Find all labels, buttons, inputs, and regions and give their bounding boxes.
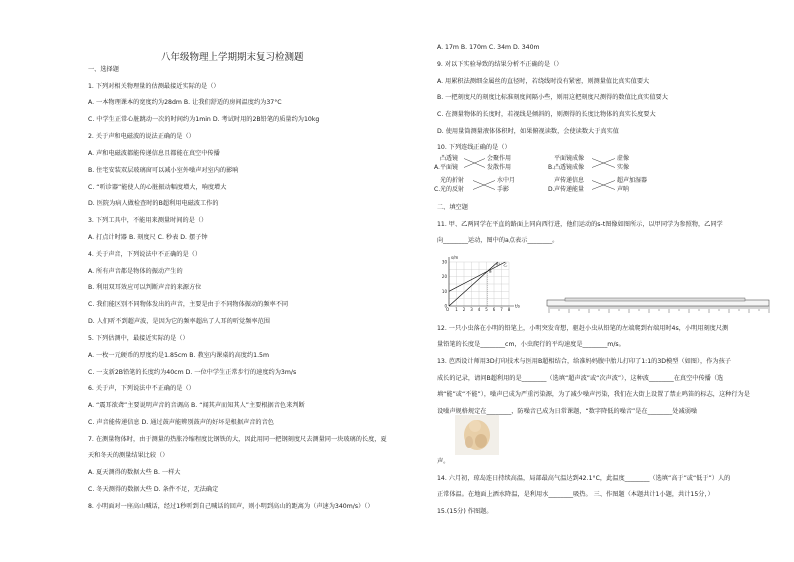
option-line: A. 用累积法测细金属丝的直径时，若绕线时没有紧密，则测量值比真实值要大 (437, 78, 650, 85)
question-line: 7. 在测量物体时，由于测量的热胀冷缩程度比钢铁的大，因此用同一把钢刻度尺去测量同一块玻璃的长度，夏 (88, 436, 387, 443)
fetus-model-photo (455, 415, 499, 455)
y-tick-label: 10 (441, 288, 447, 294)
option-line: C. “听诊器”能使人的心脏振动幅度增大，响度增大 (88, 184, 227, 191)
option-line: A. 声和电磁波都能传递信息且都能在真空中传播 (88, 150, 220, 157)
option-line: A. 一枚一元硬币的厚度约是1.85cm B. 教室内课桌的高度约1.5m (88, 352, 270, 359)
y-tick-label: 0 (444, 303, 447, 309)
match-b-right-2: 实像 (617, 164, 630, 171)
origin-label: O (446, 307, 450, 312)
match-b-left-1: 平面镜成像 (554, 155, 585, 162)
x-tick-label: 7 (500, 307, 503, 312)
match-a-right-1: 会聚作用 (487, 155, 512, 162)
match-c-right-2: 手影 (497, 186, 510, 193)
match-b-tag: B. (548, 164, 555, 171)
match-a-right-2: 发散作用 (487, 164, 512, 171)
question-line: 8. 小明面对一座高山喊话，经过1秒听到自己喊话的回声，则小明到高山的距离为（声速为340m/s）（） (88, 503, 374, 510)
x-tick-label: 4 (477, 307, 481, 312)
series-label: 乙 (503, 262, 508, 267)
x-axis-label: t/s (515, 303, 520, 309)
question-line: 天和冬天的测量结果比较（） (88, 452, 169, 459)
question-line: 3. 下列工具中，不能用来测量时间的是（） (88, 217, 208, 224)
option-line: C. 冬天测得的数据大些 D. 条件不足，无法确定 (88, 486, 219, 493)
match-d-left-2: 声传递能量 (554, 186, 585, 193)
option-line: B. 一把刻度尺的刻度比标准刻度间隔小些，则用这把刻度尺测得的数值比真实值要大 (437, 94, 668, 101)
option-line: C. 在测量物体的长度时，若视线是倾斜的，则测得的长度比物体的真实长度要大 (437, 111, 656, 118)
question-line: 15.(15分) 作图题。 (437, 508, 493, 515)
series-label: 甲 (495, 262, 500, 267)
x-tick-label: 6 (492, 307, 496, 312)
x-tick-label: 5 (485, 307, 488, 312)
y-tick-label: 20 (441, 274, 447, 280)
question-line: 1. 下列对相关物理量的估测最接近实际的是（） (88, 83, 220, 90)
ruler-figure (545, 298, 773, 318)
question-line: 11. 甲、乙两同学在平直的路面上同向西行进，他们运动的s-t图像如图所示，以甲同学为参照物，乙同学 (437, 221, 723, 228)
question-line: 成长的记录，请问B超利用的是________（选填“超声波”或“次声波”），这种波________在真空中传播（选 (437, 375, 724, 382)
option-line: B. 利用双耳效应可以判断声音的来源方位 (88, 284, 202, 291)
question-line: 2. 关于声和电磁波的说法正确的是（） (88, 133, 195, 140)
match-d-right-2: 声呐 (617, 186, 630, 193)
option-line: C. 中学生正常心脏跳动一次的时间约为1min D. 考试时用的2B铅笔的质量约为10kg (88, 116, 320, 123)
s-t-chart (437, 254, 520, 316)
option-line: B. 住宅安装双层玻璃窗可以减小室外噪声对室内的影响 (88, 167, 239, 174)
match-b-right-1: 虚像 (617, 155, 630, 162)
question-line: 14. 六月初，琼岛连日持续高温，局部最高气温达到42.1°C，此温度________（选填“高于”或“低于”）人的 (437, 475, 731, 482)
match-d-tag: D. (548, 186, 555, 193)
match-c-left-1: 光的折射 (440, 177, 465, 184)
x-tick-label: 2 (462, 307, 466, 312)
question-line: 4. 关于声音，下列说法中不正确的是（） (88, 251, 202, 258)
page-title: 八年级物理上学期期末复习检测题 (161, 52, 304, 63)
match-a-left-1: 凸透镜 (440, 155, 459, 162)
question-line: 9. 对以下实验导致的结果分析不正确的是（） (437, 61, 563, 68)
section-heading: 二、填空题 (437, 204, 468, 211)
option-line: C. 一支新2B铅笔的长度约为40cm D. 一位中学生正常步行的速度约为3m/s (88, 369, 297, 376)
question-line: 正常体温。在地面上洒水降温，是利用水________吸热。 三、作图题（本题共计1小题，共计15分，） (437, 491, 714, 498)
question-line: 填“能”或“不能”），噪声已成为严重污染源，为了减少噪声污染，我们在大街上设置了禁止鸣笛的标志，这种行为是 (437, 391, 750, 398)
option-line: A. 一本物理课本的宽度约为28dm B. 让我们舒适的房间温度约为37°C (88, 99, 282, 106)
point-label: a (488, 268, 492, 274)
matching-lines (437, 155, 757, 205)
match-d-right-1: 超声加湿器 (617, 177, 648, 184)
option-line: A. 打点计时器 B. 刻度尺 C. 秒表 D. 摆子钟 (88, 234, 208, 241)
matching-figure (434, 155, 757, 205)
option-line: D. 医院为病人做检查时的B超利用电磁波工作的 (88, 200, 219, 207)
option-line: C. 我们能区别不同物体发出的声音，主要是由于不同物体振动的频率不同 (88, 301, 289, 308)
match-a-tag: A. (434, 164, 440, 171)
option-line: D. 使用量筒测量液体体积时，如果俯视读数，会使读数大于真实值 (437, 128, 619, 135)
match-c-tag: C. (434, 186, 441, 193)
question-line: 5. 下列估测中，最接近实际的是（） (88, 335, 189, 342)
question-line: 10. 下列连线正确的是（） (437, 144, 511, 151)
x-tick-label: 8 (507, 307, 511, 312)
question-line: 声。 (437, 458, 450, 465)
option-line: A. “震耳欲聋”主要说明声音的音调高 B. “闻其声而知其人”主要根据音色来判断 (88, 402, 305, 409)
match-c-right-1: 水中月 (497, 177, 516, 184)
option-line: A. 所有声音都是物体的振动产生的 (88, 268, 183, 275)
option-line: A. 17m B. 170m C. 34m D. 340m (437, 44, 540, 51)
match-c-left-2: 光的反射 (440, 186, 465, 193)
question-line: 设噪声规格规定在________，防噪音已成为日常课题，“数字降低的噪音”是在________处减弱噪 (437, 408, 698, 415)
option-line: D. 人们听不到超声波，是因为它的频率超出了人耳的听觉频率范围 (88, 318, 270, 325)
match-d-left-1: 声传递信息 (554, 177, 585, 184)
option-line: C. 声音能传递信息 D. 通过鼓声能辨别鼓声的好坏是根据声音的音色 (88, 419, 274, 426)
y-tick-label: 30 (441, 259, 447, 265)
x-tick-label: 3 (470, 307, 473, 312)
question-line: 向________运动，图中的a点表示________。 (437, 237, 559, 244)
question-line: 6. 关于声，下列说法中不正确的是（） (88, 385, 195, 392)
option-line: A. 夏天测得的数据大些 B. 一样大 (88, 469, 181, 476)
y-axis-label: s/m (451, 255, 459, 260)
x-tick-label: 1 (455, 307, 458, 312)
section-heading: 一、选择题 (88, 66, 119, 73)
question-line: 12. 一只小虫落在小明的铅笔上，小明突发奇想，驱赶小虫从铅笔的左端爬到右端用时4s，小明用刻度尺测 (437, 325, 729, 332)
match-b-left-2: 凸透镜成像 (554, 164, 585, 171)
question-line: 13. 芭西设计师用3D打印技术与医用B超相结合，给准妈妈腹中胎儿打印了1:1的3D模型（如图），作为孩子 (437, 358, 731, 365)
question-line: 量铅笔的长度是________cm，小虫爬行的平均速度是________m/s。 (437, 341, 625, 348)
match-a-left-2: 平面镜 (440, 164, 459, 171)
